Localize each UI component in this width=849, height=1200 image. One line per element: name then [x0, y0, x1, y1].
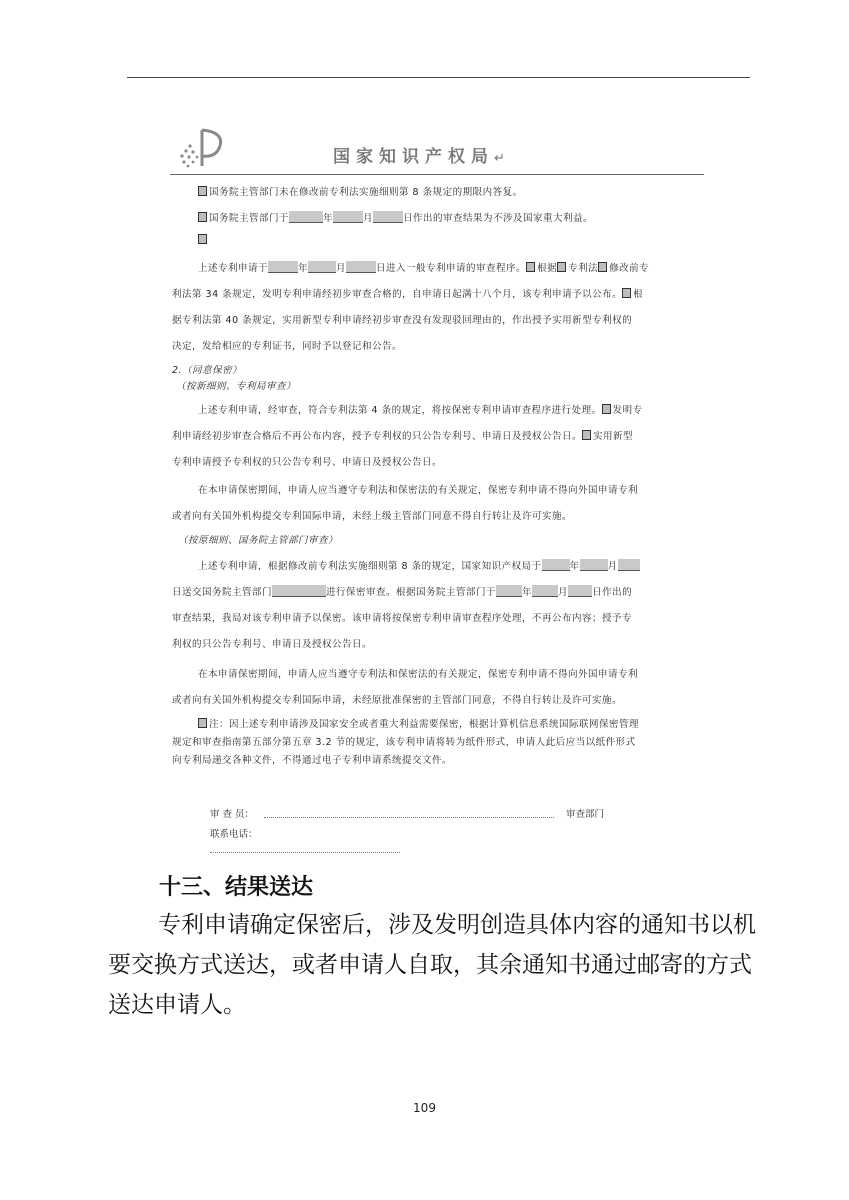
notice-line: 审查结果，我局对该专利申请予以保密。该申请将按保密专利申请审查程序处理，不再公布内容；授予专 [172, 613, 633, 624]
checkbox-icon [557, 262, 566, 272]
notice-line: 或者向有关国外机构提交专利国际申请，未经上级主管部门同意不得自行转让及许可实施。 [172, 511, 573, 522]
embedded-notice-image [168, 120, 713, 860]
agency-name: 国家知识产权局↵ [333, 147, 505, 167]
letterhead-rule [170, 174, 704, 175]
notice-line: 或者向有关国外机构提交专利国际申请，未经原批准保密的主管部门同意，不得自行转让及许可实施。 [172, 695, 623, 706]
checkbox-icon [602, 404, 611, 414]
notice-line: 决定，发给相应的专利证书，同时予以登记和公告。 [172, 341, 403, 352]
examiner-label: 审 查 员： [210, 809, 255, 820]
notice-line [198, 234, 209, 246]
notice-line: 利申请经初步审查合格后不再公布内容，授予专利权的只公告专利号、申请日及授权公告日。 实用新型 [172, 431, 634, 442]
notice-line: 在本申请保密期间，申请人应当遵守专利法和保密法的有关规定，保密专利申请不得向外国申请专利 [198, 669, 639, 680]
notice-line: 国务院主管部门未在修改前专利法实施细则第 8 条规定的期限内答复。 [198, 184, 523, 198]
dotted-line [264, 817, 554, 818]
checkbox-icon [198, 234, 207, 244]
checkbox-icon [582, 430, 591, 440]
notice-line: 上述专利申请，根据修改前专利法实施细则第 8 条的规定，国家知识产权局于 年 月 [198, 558, 640, 572]
checkbox-icon [622, 288, 631, 298]
notice-heading: （按新细则、专利局审查） [176, 381, 297, 392]
checkbox-icon [198, 186, 207, 196]
notice-line: 上述专利申请，经审查，符合专利法第 4 条的规定，将按保密专利申请审查程序进行处理。 发明专 [198, 405, 643, 416]
notice-line: 日送交国务院主管部门 进行保密审查。根据国务院主管部门于 年 月 日作出的 [172, 587, 633, 598]
notice-line: 规定和审查指南第五部分第五章 3.2 节的规定，该专利申请将转为纸件形式，申请人此后应当以纸件形式 [172, 737, 636, 748]
checkbox-icon [526, 262, 535, 272]
notice-line: 据专利法第 40 条规定，实用新型专利申请经初步审查没有发现驳回理由的，作出授予实用新型专利权的 [172, 315, 633, 326]
section-paragraph: 专利申请确定保密后，涉及发明创造具体内容的通知书以机要交换方式送达，或者申请人自取，其余通知书通过邮寄的方式送达申请人。 [108, 912, 756, 1018]
notice-line: 上述专利申请于 年 月 日进入一般专利申请的审查程序。 根据 专利法 修改前专 [198, 263, 650, 274]
phone-label: 联系电话： [210, 829, 258, 840]
department-label: 审查部门 [566, 809, 605, 820]
cnipa-logo [176, 126, 226, 168]
header-rule [127, 77, 750, 78]
notice-heading: 2.（同意保密） [172, 365, 243, 376]
notice-line: 专利申请授予专利权的只公告专利号、申请日及授权公告日。 [172, 457, 443, 468]
notice-heading: （按原细则、国务院主管部门审查） [178, 535, 339, 546]
notice-line: 向专利局递交各种文件，不得通过电子专利申请系统提交文件。 [172, 755, 453, 766]
checkbox-icon [598, 262, 607, 272]
notice-line: 国务院主管部门于 年 月 日作出的审查结果为不涉及国家重大利益。 [198, 210, 593, 224]
notice-line: 在本申请保密期间，申请人应当遵守专利法和保密法的有关规定，保密专利申请不得向外国申请专利 [198, 485, 639, 496]
notice-line: 利权的只公告专利号、申请日及授权公告日。 [172, 639, 373, 650]
checkbox-icon [198, 212, 207, 222]
notice-line: 利法第 34 条规定，发明专利申请经初步审查合格的，自申请日起满十八个月，该专利申请予以公布。 根 [172, 289, 644, 300]
section-title: 十三、结果送达 [159, 875, 314, 900]
notice-line: 注：因上述专利申请涉及国家安全或者重大利益需要保密，根据计算机信息系统国际联网保密管理 [198, 716, 639, 730]
page-number: 109 [413, 1101, 436, 1115]
checkbox-icon [198, 718, 207, 728]
dotted-line [210, 852, 400, 853]
